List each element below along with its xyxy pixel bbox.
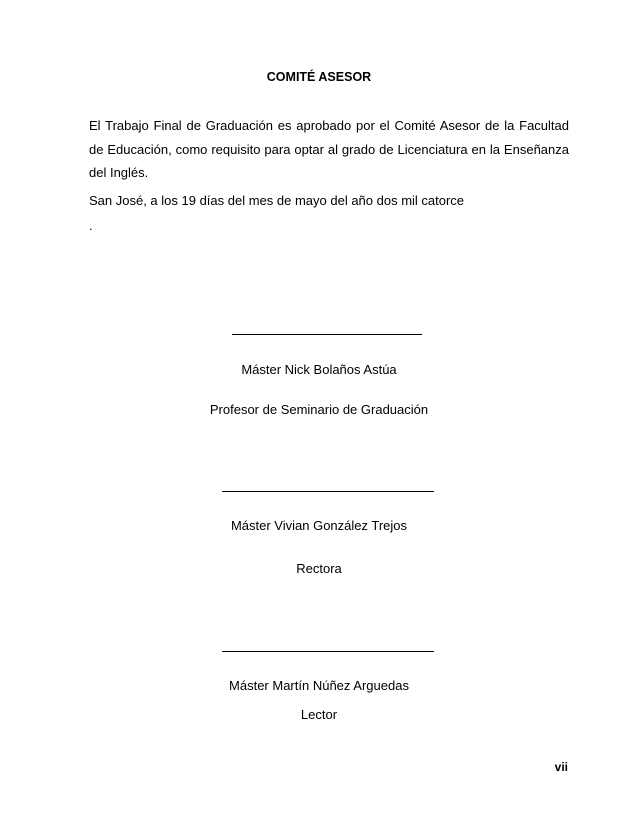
signatory-role-2: Rectora [296,561,342,576]
signatory-name-3: Máster Martín Núñez Arguedas [229,678,409,693]
signature-line-1 [232,334,422,335]
signatory-name-2: Máster Vivian González Trejos [230,518,408,533]
page-title: COMITÉ ASESOR [266,70,372,84]
signature-line-3 [222,651,434,652]
signatory-role-1: Profesor de Seminario de Graduación [209,402,429,417]
date-paragraph: San José, a los 19 días del mes de mayo del año dos mil catorce [89,193,465,208]
approval-paragraph: El Trabajo Final de Graduación es aprobado por el Comité Asesor de la Facultad de Educación, como requisito para optar al grado de Licenciatura en la Enseñanza del Inglés. [89,118,569,180]
signature-line-2 [222,491,434,492]
signatory-role-3: Lector [300,707,338,722]
page-number: vii [554,760,568,774]
stray-mark: . [89,218,93,233]
signatory-name-1: Máster Nick Bolaños Astúa [241,362,397,377]
